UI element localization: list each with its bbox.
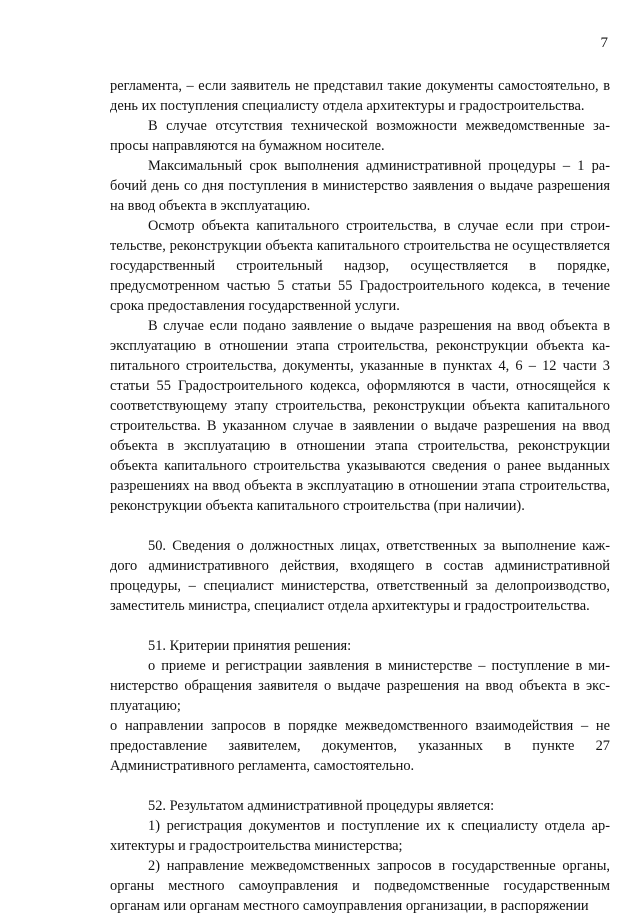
spacer — [110, 516, 610, 536]
document-body — [110, 76, 610, 916]
paragraph-continuation: регламента, – если заявитель не представил такие документы самостоятельно, в день их поступления специалисту отдела архитектуры и градостроительства. — [110, 78, 610, 114]
paragraph-inspection: Осмотр объекта капитального строительства, в случае если при строительстве, реконструкции объекта капитального строительства не осуществляется государственный строительный надзор, осуществляется в порядке, предусмотренном частью 5 статьи 55 Градостроительного кодекса, в течение срока предоставления государственной услуги. — [110, 218, 610, 314]
paragraph-result-1: 1) регистрация документов и поступление их к специалисту отдела архитектуры и градостроительства министерства; — [110, 818, 610, 854]
page-number: 7 — [600, 35, 608, 51]
paragraph-construction-stage: В случае если подано заявление о выдаче разрешения на ввод объекта в эксплуатацию в отношении этапа строительства, реконструкции объекта капитального строительства, документы, указанные в пунктах 4, 6 – 12 части 3 статьи 55 Градостроительного кодекса, оформляются в части, относящейся к соответствующему этапу строительства, реконструкции объекта капитального строительства. В указанном случае в заявлении о выдаче разрешения на ввод объекта в эксплуатацию в отношении этапа строительства, реконструкции объекта капитального строительства указываются сведения о ранее выданных разрешениях на ввод объекта в эксплуатацию в отношении этапа строительства, реконструкции объекта капитального строительства (при наличии). — [110, 318, 610, 514]
paragraph-item-50: 50. Сведения о должностных лицах, ответственных за выполнение каждого административного действия, входящего в состав административной процедуры, – специалист министерства, ответственный за делопроизводство, заместитель министра, специалист отдела архитектуры и градостроительства. — [110, 538, 610, 614]
paragraph-paper-requests: В случае отсутствия технической возможности межведомственные запросы направляются на бумажном носителе. — [110, 118, 610, 154]
paragraph-criteria-requests: о направлении запросов в порядке межведомственного взаимодействия – не предоставление заявителем, документов, указанных в пункте 27 Административного регламента, самостоятельно. — [110, 718, 610, 774]
paragraph-criteria-registration: о приеме и регистрации заявления в министерстве – поступление в министерство обращения заявителя о выдаче разрешения на ввод объекта в эксплуатацию; — [110, 658, 610, 714]
spacer — [110, 616, 610, 636]
paragraph-max-duration: Максимальный срок выполнения административной процедуры – 1 рабочий день со дня поступления в министерство заявления о выдаче разрешения на ввод объекта в эксплуатацию. — [110, 158, 610, 214]
paragraph-item-52: 52. Результатом административной процедуры является: — [148, 798, 495, 814]
paragraph-item-51: 51. Критерии принятия решения: — [148, 638, 352, 654]
spacer — [110, 776, 610, 796]
paragraph-result-2: 2) направление межведомственных запросов в государственные органы, органы местного самоуправления и подведомственные государственным органам или органам местного самоуправления организации, в распоряжении — [110, 858, 610, 914]
